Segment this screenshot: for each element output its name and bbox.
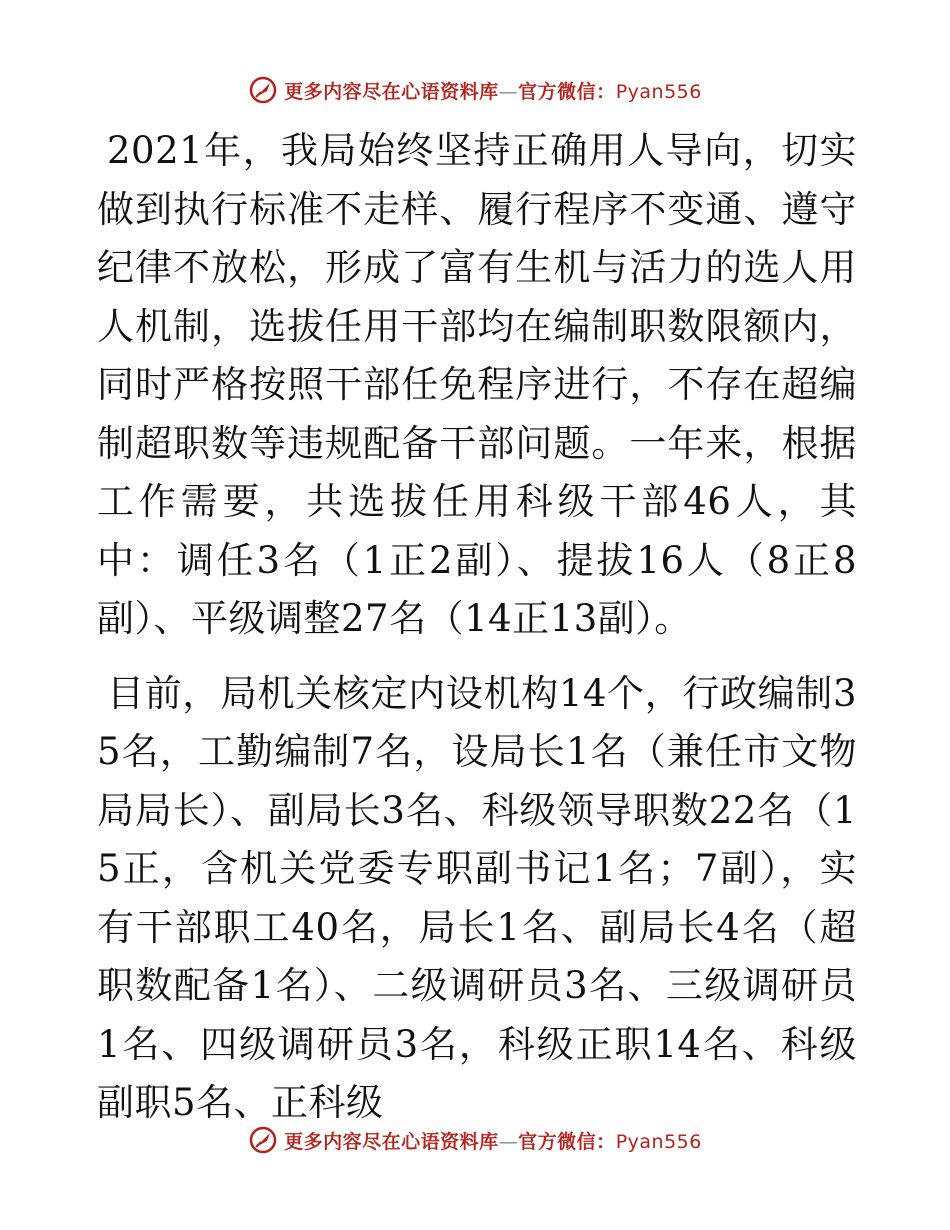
paragraph-1: 2021年，我局始终坚持正确用人导向，切实做到执行标准不走样、履行程序不变通、遵守纪律不放松，形成了富有生机与活力的选人用人机制，选拔任用干部均在编制职数限额内，同时严格按照干部任免程序进行，不存在超编制超职数等违规配备干部问题。一年来，根据工作需要，共选拔任用科级干部46人，其中：调任3名（1正2副）、提拔16人（8正8副）、平级调整27名（14正13副）。	[97, 129, 857, 640]
watermark-wechat-label: 官方微信：	[518, 1130, 616, 1153]
watermark-text	[284, 77, 702, 104]
quill-logo-icon	[248, 1125, 278, 1155]
watermark-wechat-id: Pyan556	[615, 80, 702, 103]
paragraph-2: 目前，局机关核定内设机构14个，行政编制35名，工勤编制7名，设局长1名（兼任市文物局局长）、副局长3名、科级领导职数22名（15正，含机关党委专职副书记1名；7副），实有干部职工40名，局长1名、副局长4名（超职数配备1名）、二级调研员3名、三级调研员1名、四级调研员3名，科级正职14名、科级副职5名、正科级	[97, 671, 857, 1124]
watermark-brand: 更多内容尽在心语资料库	[284, 1130, 499, 1153]
quill-logo-icon	[248, 75, 278, 105]
watermark-text	[284, 1127, 702, 1154]
watermark-separator: —	[498, 80, 519, 103]
header-watermark	[0, 70, 950, 110]
watermark-wechat-id: Pyan556	[615, 1130, 702, 1153]
document-body	[97, 122, 857, 1133]
watermark-brand: 更多内容尽在心语资料库	[284, 80, 499, 103]
watermark-separator: —	[498, 1130, 519, 1153]
footer-watermark	[0, 1120, 950, 1160]
watermark-wechat-label: 官方微信：	[518, 80, 616, 103]
